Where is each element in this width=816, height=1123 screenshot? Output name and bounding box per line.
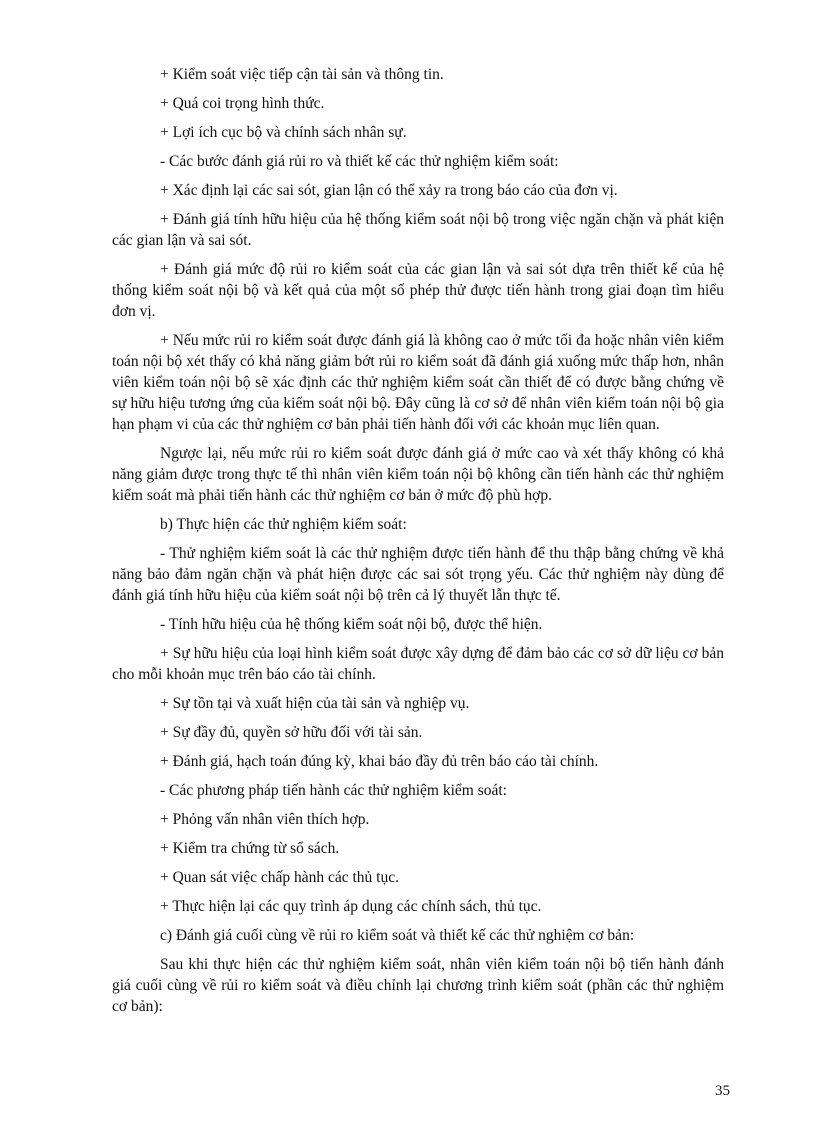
paragraph: Sau khi thực hiện các thử nghiệm kiểm soát, nhân viên kiểm toán nội bộ tiến hành đánh giá cuối cùng về rủi ro kiểm soát và điều chỉnh lại chương trình kiểm soát (phần các thử nghiệm cơ bản): xyxy=(112,956,724,1015)
paragraph: + Quan sát việc chấp hành các thủ tục. xyxy=(160,869,399,886)
paragraph: + Đánh giá mức độ rủi ro kiểm soát của các gian lận và sai sót dựa trên thiết kế của hệ thống kiểm soát nội bộ và kết quả của một số phép thử được tiến hành trong giai đoạn tìm hiểu đơn vị. xyxy=(112,261,724,320)
paragraph: + Đánh giá tính hữu hiệu của hệ thống kiểm soát nội bộ trong việc ngăn chặn và phát kiện các gian lận và sai sót. xyxy=(112,211,724,249)
paragraph: + Sự đầy đủ, quyền sở hữu đối với tài sản. xyxy=(160,724,423,741)
paragraph: + Thực hiện lại các quy trình áp dụng các chính sách, thủ tục. xyxy=(160,898,542,915)
paragraph: - Tính hữu hiệu của hệ thống kiểm soát nội bộ, được thể hiện. xyxy=(160,616,543,633)
paragraph: + Sự hữu hiệu của loại hình kiểm soát được xây dựng để đảm bảo các cơ sở dữ liệu cơ bản cho mỗi khoản mục trên báo cáo tài chính. xyxy=(112,645,724,683)
paragraph: - Các phương pháp tiến hành các thử nghiệm kiểm soát: xyxy=(160,782,507,799)
paragraph: + Kiểm soát việc tiếp cận tài sản và thông tin. xyxy=(160,66,444,83)
paragraph: Ngược lại, nếu mức rủi ro kiểm soát được đánh giá ở mức cao và xét thấy không có khả năng giảm được trong thực tế thì nhân viên kiểm toán nội bộ không cần tiến hành các thử nghiệm kiểm soát mà phải tiến hành các thử nghiệm cơ bản ở mức độ phù hợp. xyxy=(112,445,724,504)
paragraph: + Lợi ích cục bộ và chính sách nhân sự. xyxy=(160,124,407,141)
paragraph: + Đánh giá, hạch toán đúng kỳ, khai báo đầy đủ trên báo cáo tài chính. xyxy=(160,753,599,770)
paragraph: + Phỏng vấn nhân viên thích hợp. xyxy=(160,811,370,828)
body-text xyxy=(112,64,724,1025)
paragraph: + Kiểm tra chứng từ sổ sách. xyxy=(160,840,340,857)
section-heading: c) Đánh giá cuối cùng về rủi ro kiểm soát và thiết kế các thử nghiệm cơ bản: xyxy=(160,927,635,944)
paragraph: - Các bước đánh giá rủi ro và thiết kế các thử nghiệm kiểm soát: xyxy=(160,153,559,170)
paragraph: + Xác định lại các sai sót, gian lận có thể xảy ra trong báo cáo của đơn vị. xyxy=(160,182,618,199)
paragraph: + Sự tồn tại và xuất hiện của tài sản và nghiệp vụ. xyxy=(160,695,470,712)
page-number: 35 xyxy=(715,1083,730,1099)
paragraph: + Nếu mức rủi ro kiểm soát được đánh giá là không cao ở mức tối đa hoặc nhân viên kiểm toán nội bộ xét thấy có khả năng giảm bớt rủi ro kiểm soát đã đánh giá xuống mức thấp hơn, nhân viên kiểm toán nội bộ sẽ xác định các thử nghiệm kiểm soát cần thiết để có được bằng chứng về sự hữu hiệu tương ứng của kiểm soát nội bộ. Đây cũng là cơ sở để nhân viên kiểm toán nội bộ gia hạn phạm vi của các thử nghiệm cơ bản phải tiến hành đối với các khoản mục liên quan. xyxy=(112,332,724,433)
section-heading: b) Thực hiện các thử nghiệm kiểm soát: xyxy=(160,516,407,533)
paragraph: - Thử nghiệm kiểm soát là các thử nghiệm được tiến hành để thu thập bằng chứng về khả năng bảo đảm ngăn chặn và phát hiện được các sai sót trọng yếu. Các thử nghiệm này dùng để đánh giá tính hữu hiệu của kiểm soát nội bộ trên cả lý thuyết lẫn thực tế. xyxy=(112,545,724,604)
paragraph: + Quá coi trọng hình thức. xyxy=(160,95,325,112)
